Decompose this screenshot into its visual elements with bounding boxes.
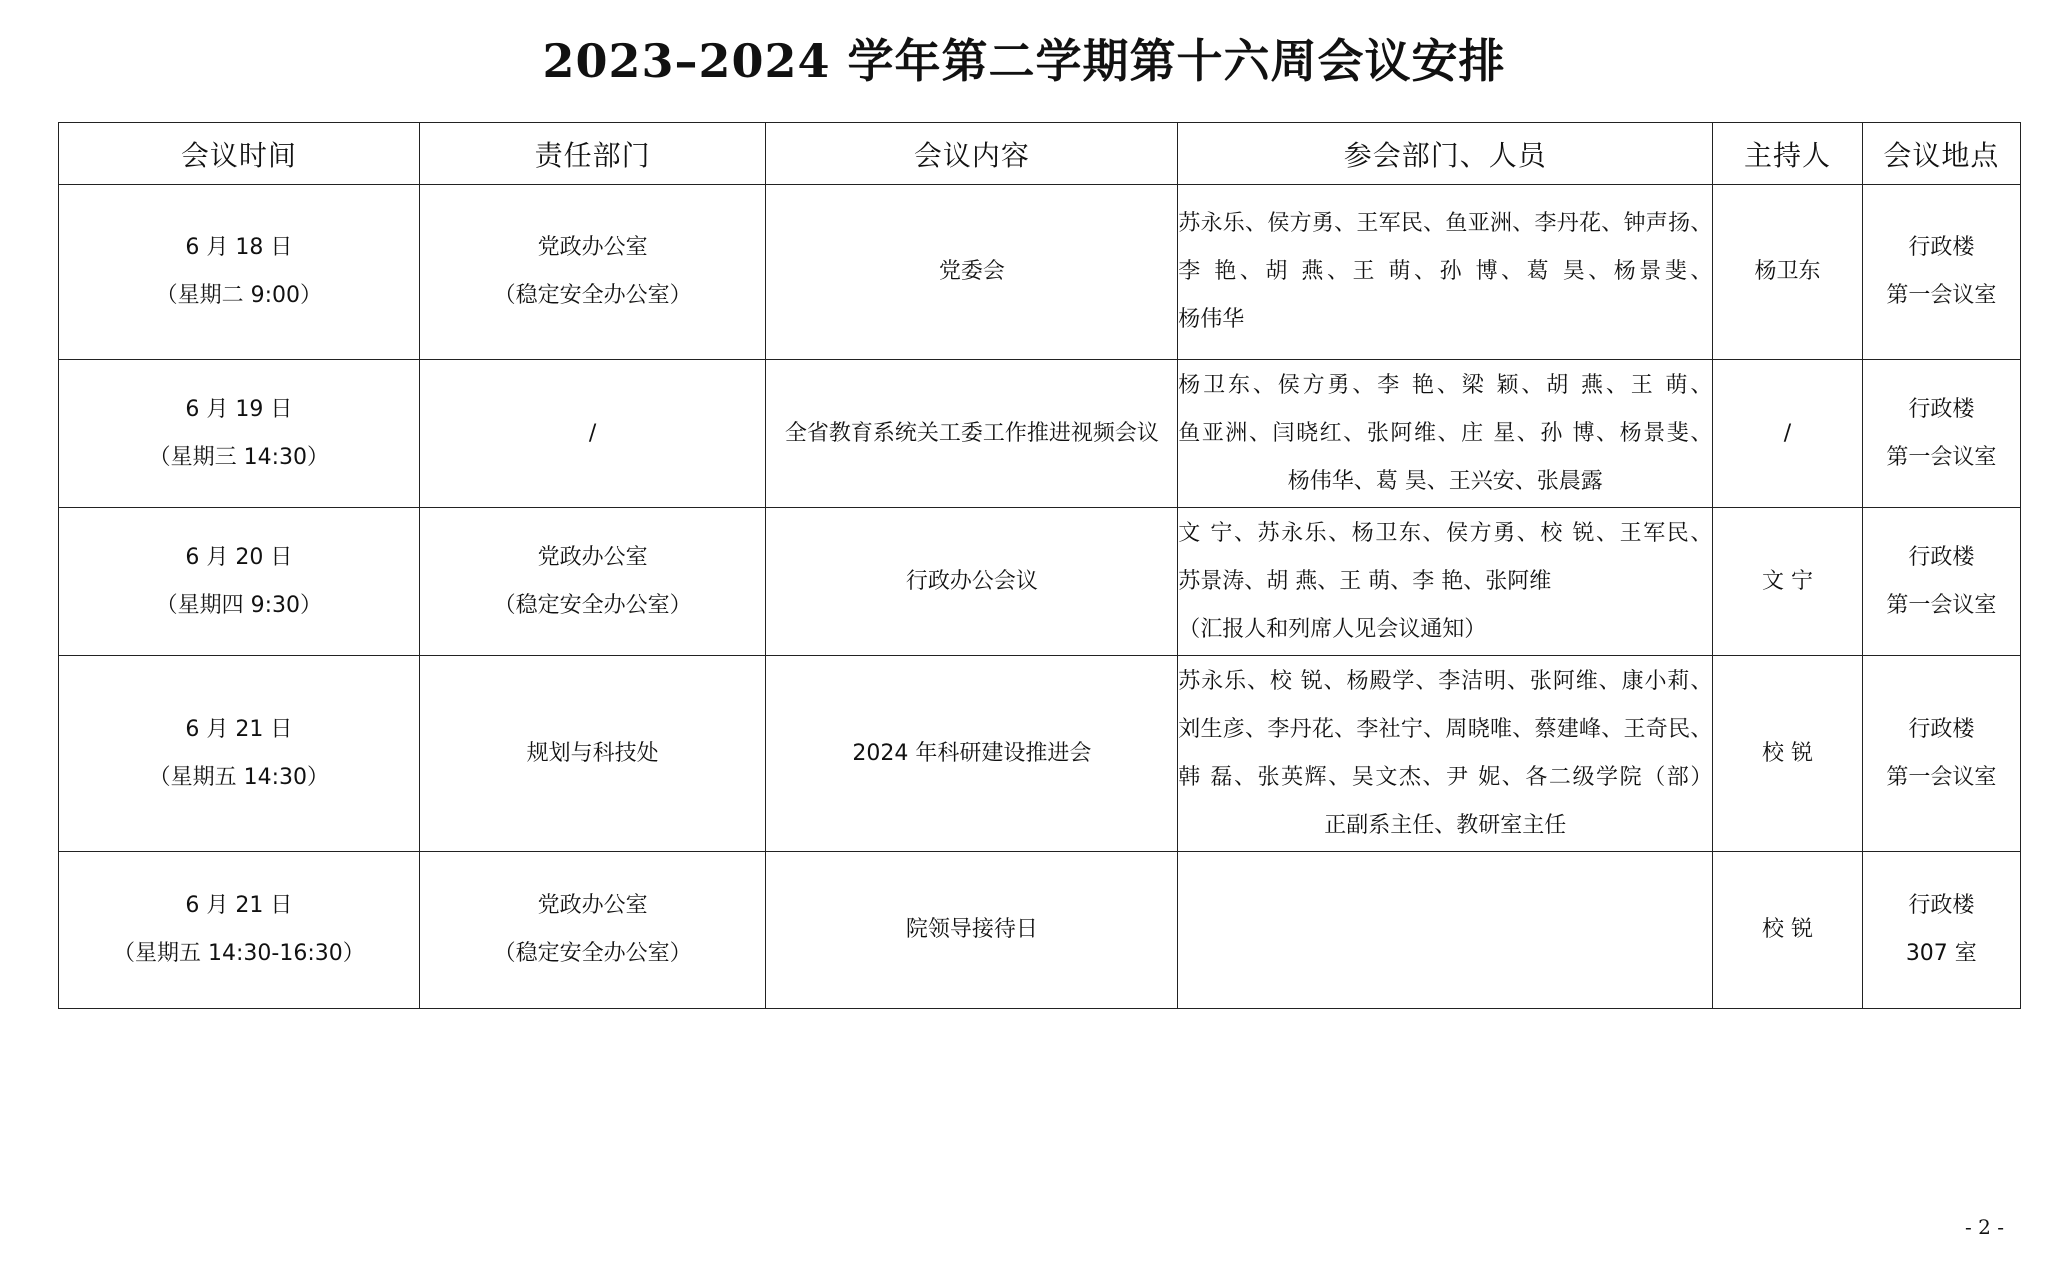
department-cell [419, 508, 766, 656]
attendees-line: 李 艳、胡 燕、王 萌、孙 博、葛 昊、杨景斐、 [1178, 259, 1713, 284]
department-cell [419, 360, 766, 508]
meeting-time-cell [59, 185, 420, 360]
location-building: 行政楼 [1908, 396, 1975, 422]
attendees-line: 文 宁、苏永乐、杨卫东、侯方勇、校 锐、王军民、 [1178, 520, 1713, 546]
meeting-weekday-time: （星期五 14:30-16:30） [113, 941, 365, 966]
attendees-line: 苏永乐、侯方勇、王军民、鱼亚洲、李丹花、钟声扬、 [1178, 211, 1713, 236]
department-cell [419, 185, 766, 360]
meeting-weekday-time: （星期二 9:00） [155, 283, 323, 308]
host-cell: 校 锐 [1713, 852, 1862, 1009]
location-cell [1862, 852, 2020, 1009]
meeting-content-cell: 2024 年科研建设推进会 [766, 656, 1178, 852]
attendees-cell [1178, 508, 1713, 656]
table-row [59, 656, 2021, 852]
location-building: 行政楼 [1908, 235, 1975, 260]
meeting-content-cell: 院领导接待日 [766, 852, 1178, 1009]
location-cell [1862, 185, 2020, 360]
table-header-row [59, 123, 2021, 185]
meeting-date: 6 月 20 日 [185, 544, 293, 570]
location-room: 第一会议室 [1886, 764, 1997, 790]
meeting-date: 6 月 21 日 [185, 893, 293, 918]
page-number: - 2 - [1965, 1215, 2004, 1239]
attendees-cell [1178, 185, 1713, 360]
attendees-line: 杨伟华 [1178, 307, 1245, 332]
department-name: / [588, 420, 597, 446]
table-row [59, 360, 2021, 508]
meeting-content-cell: 全省教育系统关工委工作推进视频会议 [766, 360, 1178, 508]
meeting-content-cell: 党委会 [766, 185, 1178, 360]
department-name: 规划与科技处 [526, 740, 659, 766]
attendees-line: 杨伟华、葛 昊、王兴安、张晨露 [1287, 468, 1603, 494]
table-row [59, 508, 2021, 656]
department-name: 党政办公室 [537, 544, 648, 570]
attendees-line: 杨卫东、侯方勇、李 艳、梁 颖、胡 燕、王 萌、 [1178, 372, 1713, 398]
attendees-note: （汇报人和列席人见会议通知） [1178, 616, 1487, 642]
header-department: 责任部门 [419, 123, 766, 185]
host-cell: / [1713, 360, 1862, 508]
attendees-line: 刘生彦、李丹花、李社宁、周晓唯、蔡建峰、王奇民、 [1178, 716, 1713, 742]
meeting-weekday-time: （星期三 14:30） [148, 444, 330, 470]
meeting-time-cell [59, 360, 420, 508]
meeting-schedule-table [58, 122, 2021, 1009]
department-subname: （稳定安全办公室） [493, 592, 692, 618]
department-name: 党政办公室 [537, 893, 648, 918]
meeting-weekday-time: （星期五 14:30） [148, 764, 330, 790]
department-name: 党政办公室 [537, 235, 648, 260]
attendees-cell [1178, 656, 1713, 852]
page-title: 2023–2024 学年第二学期第十六周会议安排 [542, 34, 1506, 88]
meeting-content-cell: 行政办公会议 [766, 508, 1178, 656]
location-cell [1862, 656, 2020, 852]
meeting-date: 6 月 18 日 [185, 235, 293, 260]
department-cell [419, 852, 766, 1009]
meeting-time-cell [59, 656, 420, 852]
attendees-line: 鱼亚洲、闫晓红、张阿维、庄 星、孙 博、杨景斐、 [1178, 420, 1713, 446]
department-subname: （稳定安全办公室） [493, 283, 692, 308]
attendees-line: 苏永乐、校 锐、杨殿学、李洁明、张阿维、康小莉、 [1178, 668, 1713, 694]
attendees-line: 正副系主任、教研室主任 [1324, 812, 1567, 838]
department-subname: （稳定安全办公室） [493, 941, 692, 966]
host-cell: 杨卫东 [1713, 185, 1862, 360]
location-cell [1862, 508, 2020, 656]
department-cell [419, 656, 766, 852]
attendees-cell [1178, 852, 1713, 1009]
meeting-weekday-time: （星期四 9:30） [155, 592, 323, 618]
attendees-line: 韩 磊、张英辉、吴文杰、尹 妮、各二级学院（部） [1178, 764, 1713, 790]
table-row [59, 852, 2021, 1009]
table-row [59, 185, 2021, 360]
meeting-date: 6 月 19 日 [185, 396, 293, 422]
attendees-cell [1178, 360, 1713, 508]
header-location: 会议地点 [1862, 123, 2020, 185]
meeting-date: 6 月 21 日 [185, 716, 293, 742]
header-meeting-content: 会议内容 [766, 123, 1178, 185]
location-room: 307 室 [1905, 941, 1977, 966]
location-building: 行政楼 [1908, 544, 1975, 570]
location-building: 行政楼 [1908, 716, 1975, 742]
location-room: 第一会议室 [1886, 283, 1997, 308]
header-meeting-time: 会议时间 [59, 123, 420, 185]
header-attendees: 参会部门、人员 [1178, 123, 1713, 185]
location-cell [1862, 360, 2020, 508]
attendees-line: 苏景涛、胡 燕、王 萌、李 艳、张阿维 [1178, 568, 1552, 594]
host-cell: 文 宁 [1713, 508, 1862, 656]
meeting-time-cell [59, 852, 420, 1009]
header-host: 主持人 [1713, 123, 1862, 185]
location-building: 行政楼 [1908, 893, 1975, 918]
location-room: 第一会议室 [1886, 592, 1997, 618]
host-cell: 校 锐 [1713, 656, 1862, 852]
meeting-time-cell [59, 508, 420, 656]
location-room: 第一会议室 [1886, 444, 1997, 470]
